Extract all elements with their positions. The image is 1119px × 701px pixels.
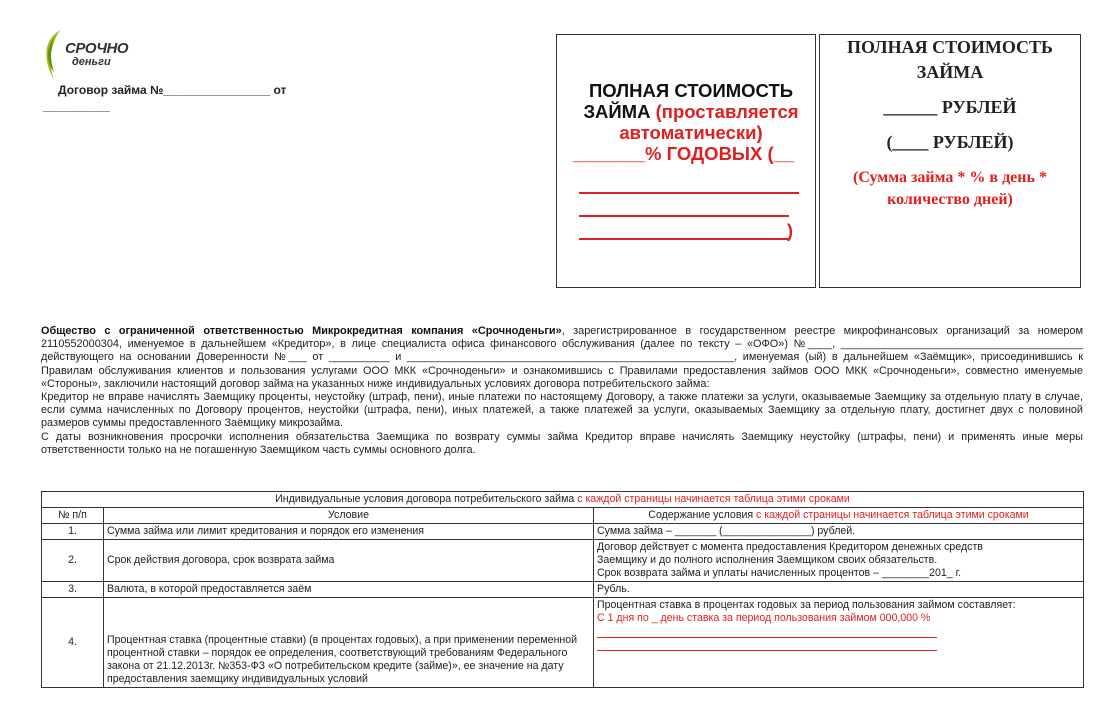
box-left-line1: ПОЛНАЯ СТОИМОСТЬ (588, 80, 794, 101)
row-content (594, 598, 1084, 688)
box-right-line3: ______ РУБЛЕЙ (883, 97, 1017, 117)
table-row (42, 524, 1084, 540)
interest-limit-paragraph: Кредитор не вправе начислять Заемщику проценты, неустойку (штраф, пени), иные платежи по настоящему Договору, а также платежи за услуги, оказываемые Заемщику за отдельную плату в случае, если сумма начисленных по Договору процентов, неустойки (штрафа, пени), иных платежей, а также платежей за услуги, оказываемых Заемщику за отдельную плату, достигнет двух с половиной размеров суммы предоставленного Заёмщику микрозайма. (41, 391, 1083, 430)
box-right-line1: ПОЛНАЯ СТОИМОСТЬ (847, 37, 1053, 57)
table-header-row (42, 508, 1084, 524)
box-left-line2-black: ЗАЙМА (583, 101, 656, 122)
row-content-line: Заемщику и до полного исполнения Заемщиком своих обязательств. (597, 554, 938, 566)
row-num: 1. (42, 524, 104, 540)
row-condition: Валюта, в которой предоставляется заём (104, 582, 594, 598)
row-content (594, 582, 1084, 598)
row-content (594, 524, 1084, 540)
header-num: № п/п (42, 508, 104, 524)
table-row (42, 598, 1084, 688)
table-row (42, 582, 1084, 598)
box-left-line3: автоматически) (619, 122, 763, 143)
row-content-line: Процентная ставка в процентах годовых за период пользования займом составляет: (597, 599, 1016, 611)
box-left-line2 (571, 101, 811, 122)
overdue-paragraph: С даты возникновения просрочки исполнения обязательства Заемщика по возврату суммы займа Кредитор вправе начислять Заемщику неустойку (штрафы, пени) и применять иные меры ответственности только на не погашенную Заемщиком часть суммы основного долга. (41, 430, 1083, 456)
contract-date-line: __________ (43, 99, 110, 113)
box-right-line2: ЗАЙМА (916, 62, 984, 82)
row-condition: Процентная ставка (процентные ставки) (в процентах годовых), а при применении переменной процентной ставки – порядок ее определения, соответствующий требованиям Федерального закона от 21.12.2013г. №353-ФЗ «О потребительском кредите (займе)», ее значение на дату предоставления заемщику индивидуальных условий (104, 598, 594, 688)
header-content-black: Содержание условия (648, 509, 757, 521)
box-right-line6: количество дней) (887, 191, 1013, 208)
full-cost-percent-text (571, 80, 811, 164)
preamble-text: , зарегистрированное в государственном реестре микрофинансовых организаций за номером 2110552000304, именуемое в дальнейшем «Кредитор», в лице специалиста офиса финансового обслуживания (далее по тексту – «ОФО») №____, ________________________________________ действующего на основании Доверенности №___ от __________ и ______________________________________________________, именуемая (ый) в дальнейшем «Заёмщик», присоединившись к Правилам обслуживания клиентов и пользования услугами ООО МКК «Срочноденьги» и ознакомившись с Правилами предоставления займов ООО МКК «Срочноденьги», совместно именуемые «Стороны», заключили настоящий договор займа на указанных ниже индивидуальных условиях договора потребительского займа: (41, 325, 1083, 390)
header-content (594, 508, 1084, 524)
individual-conditions-table (41, 491, 1084, 688)
contract-preamble (41, 325, 1083, 457)
header-content-red: с каждой страницы начинается таблица этими сроками (756, 509, 1029, 521)
table-title-red: с каждой страницы начинается таблица этими сроками (577, 493, 850, 505)
row-content-line: Договор действует с момента предоставления Кредитором денежных средств (597, 541, 983, 553)
box-right-line5: (Сумма займа * % в день * (853, 169, 1047, 186)
blank-line (579, 192, 799, 194)
blank-line (579, 215, 789, 217)
company-name: Общество с ограниченной ответственностью Микрокредитная компания «Срочноденьги» (41, 325, 562, 337)
preamble-paragraph (41, 325, 1083, 391)
box-left-line4: _______% ГОДОВЫХ (__ (573, 143, 795, 164)
row-num: 2. (42, 540, 104, 582)
table-title-black: Индивидуальные условия договора потребительского займа (275, 493, 578, 505)
row-condition: Сумма займа или лимит кредитования и порядок его изменения (104, 524, 594, 540)
contract-number-line: Договор займа №________________ от (58, 83, 287, 97)
row-content-line: Срок возврата займа и уплаты начисленных процентов – ________201_ г. (597, 567, 962, 579)
header-condition: Условие (104, 508, 594, 524)
blank-line (597, 625, 937, 638)
row-num: 4. (42, 598, 104, 688)
box-left-closing: ) (787, 221, 793, 241)
blank-line (579, 238, 789, 240)
table-title (42, 492, 1084, 508)
table-row (42, 540, 1084, 582)
row-num: 3. (42, 582, 104, 598)
full-cost-percent-box (556, 34, 816, 288)
blank-line (597, 638, 937, 651)
row-condition: Срок действия договора, срок возврата займа (104, 540, 594, 582)
row-content-red-line: С 1 дня по _ день ставка за период пользования займом 000,000 % (597, 612, 931, 624)
logo-text-bottom: деньги (72, 56, 111, 68)
full-cost-rubles-box (819, 34, 1081, 288)
table-title-row (42, 492, 1084, 508)
logo-text-top: СРОЧНО (65, 40, 128, 57)
box-right-line4: (____ РУБЛЕЙ) (886, 132, 1014, 152)
box-left-line2-red: (проставляется (655, 101, 799, 122)
row-content-line: Рубль. (597, 583, 630, 595)
row-content-line: Сумма займа – _______ (_______________) рублей. (597, 525, 856, 537)
row-content (594, 540, 1084, 582)
logo-swoosh-icon (40, 28, 66, 82)
